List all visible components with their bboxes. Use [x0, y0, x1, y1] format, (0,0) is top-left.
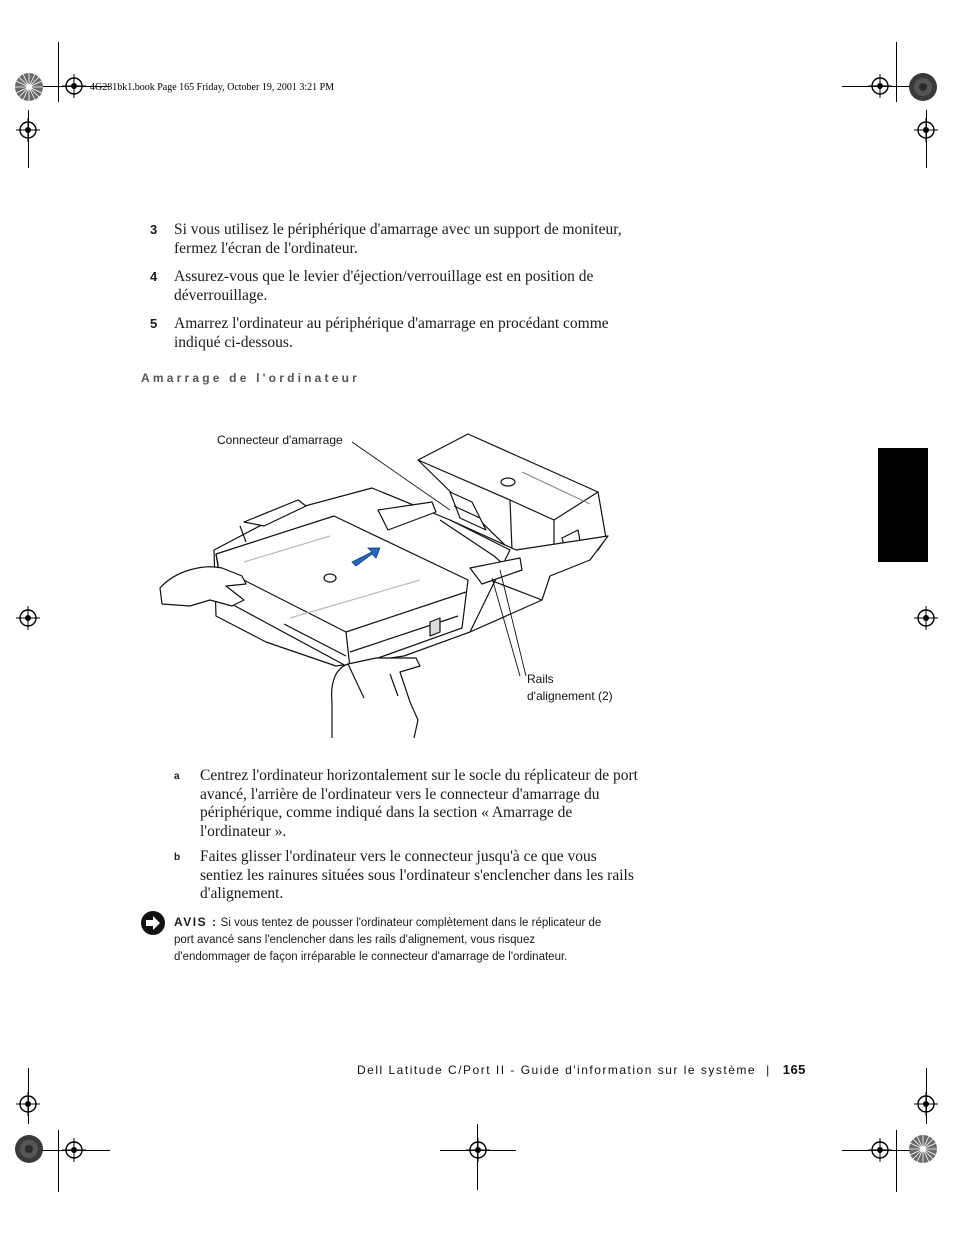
step-item — [150, 220, 650, 260]
crosshair-registration-icon — [914, 1092, 938, 1116]
crop-mark — [58, 1130, 59, 1192]
notice-body: Si vous tentez de pousser l'ordinateur complètement dans le réplicateur de port avancé sans l'enclencher dans les rails d'alignement, vous risquez d'endommager de façon irréparable le connecteur d'amarrage de l'ordinateur. — [174, 917, 602, 963]
step-number: 5 — [150, 316, 158, 331]
crosshair-registration-icon — [16, 1092, 40, 1116]
substep-item — [174, 767, 638, 843]
section-thumb-tab — [878, 448, 928, 562]
crosshair-registration-icon — [62, 74, 86, 98]
crop-mark — [440, 1150, 516, 1151]
color-target-icon — [908, 72, 938, 102]
crop-mark — [896, 42, 897, 102]
color-target-icon — [14, 72, 44, 102]
crosshair-registration-icon — [16, 606, 40, 630]
substep-letter: b — [174, 852, 181, 863]
crosshair-registration-icon — [914, 118, 938, 142]
step-item — [150, 314, 650, 354]
figure-title: Amarrage de l'ordinateur — [141, 371, 361, 385]
footer-title: Dell Latitude C/Port II - Guide d'information sur le système — [357, 1063, 757, 1077]
step-text: Amarrez l'ordinateur au périphérique d'amarrage en procédant comme indiqué ci-dessous. — [174, 315, 609, 351]
substep-item — [174, 848, 634, 906]
color-target-icon — [908, 1134, 938, 1164]
footer-separator: | — [766, 1063, 771, 1077]
crop-mark — [896, 1130, 897, 1192]
callout-rails-line1: Rails — [527, 672, 554, 686]
crop-mark — [477, 1124, 478, 1190]
callout-rails-label — [527, 671, 613, 705]
crosshair-registration-icon — [62, 1138, 86, 1162]
substep-letter: a — [174, 771, 180, 782]
step-number: 3 — [150, 222, 158, 237]
crop-mark — [58, 42, 59, 102]
substep-text: Centrez l'ordinateur horizontalement sur le socle du réplicateur de port avancé, l'arrière de l'ordinateur vers le connecteur d'amarrage du périphérique, comme indiqué dans la section « Amarrage de l'ordinateur ». — [200, 767, 638, 841]
crosshair-registration-icon — [868, 1138, 892, 1162]
crosshair-registration-icon — [16, 118, 40, 142]
right-hand — [332, 658, 420, 738]
step-text: Assurez-vous que le levier d'éjection/verrouillage est en position de déverrouillage. — [174, 268, 594, 304]
color-target-icon — [14, 1134, 44, 1164]
notice-text-block — [174, 914, 614, 966]
page-number: 165 — [782, 1062, 806, 1077]
step-text: Si vous utilisez le périphérique d'amarrage avec un support de moniteur, fermez l'écran de l'ordinateur. — [174, 221, 622, 257]
callout-docking-connector: Connecteur d'amarrage — [217, 433, 343, 447]
print-info: 4G281bk1.book Page 165 Friday, October 19, 2001 3:21 PM — [90, 82, 335, 93]
callout-rails-line2: d'alignement (2) — [527, 689, 613, 703]
arrow-right-circle-icon — [140, 910, 166, 936]
crosshair-registration-icon — [868, 74, 892, 98]
crosshair-registration-icon — [914, 606, 938, 630]
step-item — [150, 267, 650, 307]
page-footer — [357, 1062, 806, 1077]
notice-label: AVIS : — [174, 915, 218, 929]
substep-text: Faites glisser l'ordinateur vers le connecteur jusqu'à ce que vous sentiez les rainures situées sous l'ordinateur s'enclencher dans les rails d'alignement. — [200, 848, 634, 903]
step-number: 4 — [150, 269, 158, 284]
